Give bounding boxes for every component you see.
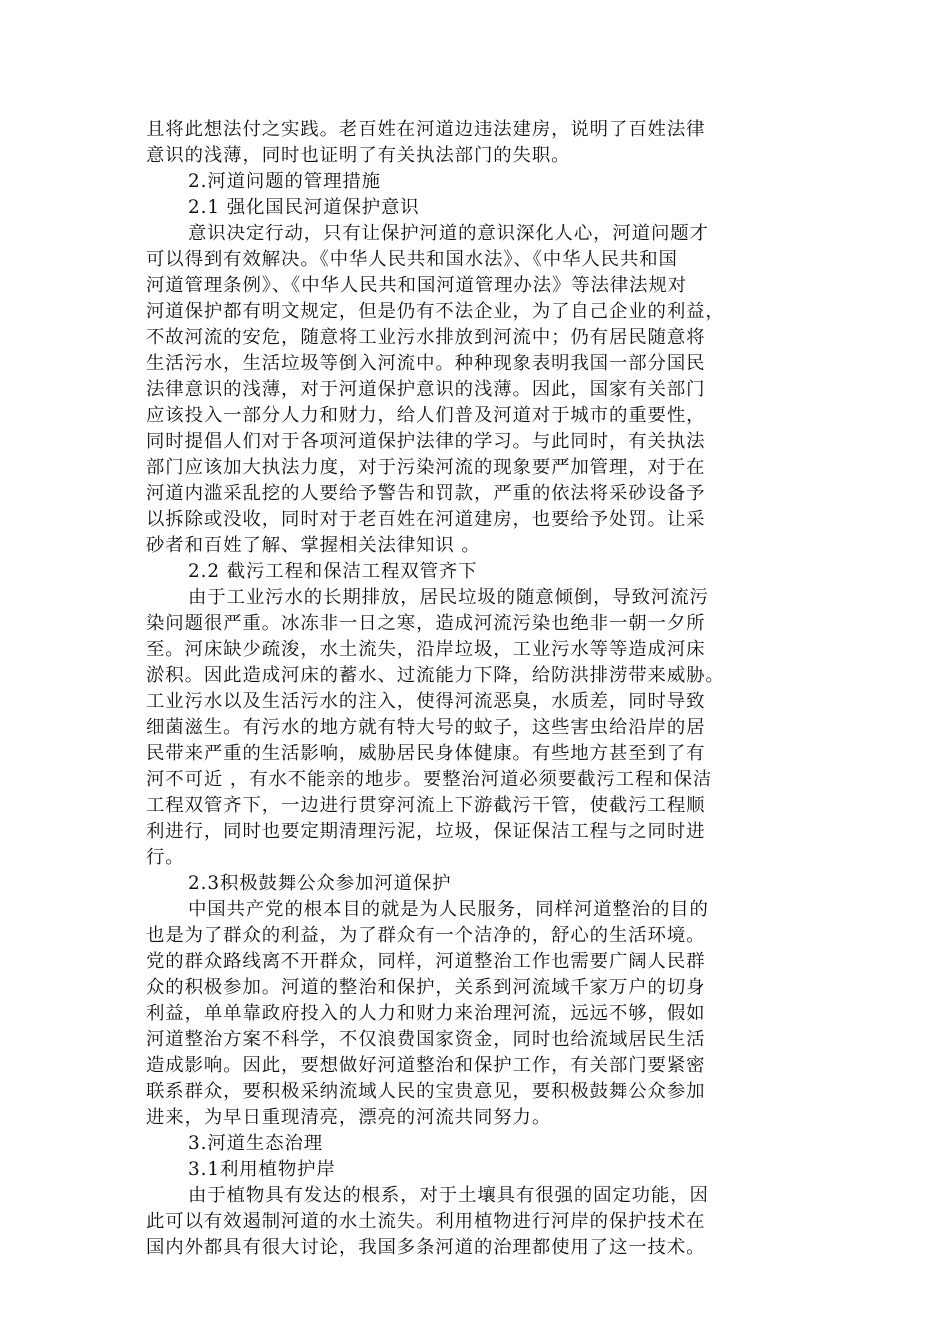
text-line: 细菌滋生。有污水的地方就有特大号的蚊子，这些害虫给沿岸的居 [146, 717, 706, 738]
text-line: 砂者和百姓了解、掌握相关法律知识 。 [146, 535, 481, 556]
text-line: 利进行，同时也要定期清理污泥，垃圾，保证保洁工程与之同时进 [146, 821, 706, 842]
text-line: 也是为了群众的利益，为了群众有一个洁净的，舒心的生活环境。 [146, 925, 706, 946]
text-line: 河道保护都有明文规定，但是仍有不法企业，为了自己企业的利益， [146, 301, 725, 322]
text-line: 生活污水，生活垃圾等倒入河流中。种种现象表明我国一部分国民 [146, 353, 706, 374]
text-line: 行。 [146, 847, 185, 868]
text-line: 2.3积极鼓舞公众参加河道保护 [188, 873, 452, 894]
text-line: 河不可近 ，有水不能亲的地步。要整治河道必须要截污工程和保洁 [146, 769, 713, 790]
text-line: 造成影响。因此，要想做好河道整治和保护工作，有关部门要紧密 [146, 1055, 706, 1076]
text-line: 3.河道生态治理 [188, 1133, 324, 1154]
text-line: 河道整治方案不科学，不仅浪费国家资金，同时也给流域居民生活 [146, 1029, 706, 1050]
text-line: 河道内滥采乱挖的人要给予警告和罚款，严重的依法将采砂设备予 [146, 483, 706, 504]
text-line: 3.1利用植物护岸 [188, 1159, 336, 1180]
text-line: 民带来严重的生活影响，威胁居民身体健康。有些地方甚至到了有 [146, 743, 706, 764]
text-line: 2.2 截污工程和保洁工程双管齐下 [188, 561, 478, 582]
text-line: 可以得到有效解决。《中华人民共和国水法》、《中华人民共和国 [146, 249, 678, 270]
text-line: 意识决定行动，只有让保护河道的意识深化人心，河道问题才 [188, 223, 709, 244]
text-line: 部门应该加大执法力度，对于污染河流的现象要严加管理，对于在 [146, 457, 706, 478]
text-line: 此可以有效遏制河道的水土流失。利用植物进行河岸的保护技术在 [146, 1211, 706, 1232]
text-line: 由于植物具有发达的根系，对于土壤具有很强的固定功能，因 [188, 1185, 709, 1206]
text-line: 众的积极参加。河道的整治和保护，关系到河流域千家万户的切身 [146, 977, 706, 998]
text-line: 至。河床缺少疏浚，水土流失，沿岸垃圾，工业污水等等造成河床 [146, 639, 706, 660]
text-line: 利益，单单靠政府投入的人力和财力来治理河流，远远不够，假如 [146, 1003, 706, 1024]
text-line: 染问题很严重。冰冻非一日之寒，造成河流污染也绝非一朝一夕所 [146, 613, 706, 634]
text-line: 应该投入一部分人力和财力，给人们普及河道对于城市的重要性， [146, 405, 706, 426]
text-line: 淤积。因此造成河床的蓄水、过流能力下降，给防洪排涝带来威胁。 [146, 665, 725, 686]
text-line: 意识的浅薄，同时也证明了有关执法部门的失职。 [146, 145, 571, 166]
text-line: 党的群众路线离不开群众，同样，河道整治工作也需要广阔人民群 [146, 951, 706, 972]
text-line: 工程双管齐下，一边进行贯穿河流上下游截污干管，使截污工程顺 [146, 795, 706, 816]
text-line: 不故河流的安危，随意将工业污水排放到河流中；仍有居民随意将 [146, 327, 706, 348]
text-line: 法律意识的浅薄，对于河道保护意识的浅薄。因此，国家有关部门 [146, 379, 706, 400]
text-line: 国内外都具有很大讨论，我国多条河道的治理都使用了这一技术。 [146, 1237, 706, 1258]
text-line: 联系群众，要积极采纳流域人民的宝贵意见，要积极鼓舞公众参加 [146, 1081, 706, 1102]
text-line: 2.河道问题的管理措施 [188, 171, 381, 192]
text-line: 由于工业污水的长期排放，居民垃圾的随意倾倒，导致河流污 [188, 587, 709, 608]
text-line: 中国共产党的根本目的就是为人民服务，同样河道整治的目的 [188, 899, 709, 920]
text-line: 2.1 强化国民河道保护意识 [188, 197, 420, 218]
text-line: 同时提倡人们对于各项河道保护法律的学习。与此同时，有关执法 [146, 431, 706, 452]
text-line: 工业污水以及生活污水的注入，使得河流恶臭，水质差，同时导致 [146, 691, 706, 712]
text-line: 进来，为早日重现清亮，漂亮的河流共同努力。 [146, 1107, 552, 1128]
text-line: 以拆除或没收，同时对于老百姓在河道建房，也要给予处罚。让采 [146, 509, 706, 530]
text-line: 且将此想法付之实践。老百姓在河道边违法建房，说明了百姓法律 [146, 119, 706, 140]
text-line: 河道管理条例》、《中华人民共和国河道管理办法》等法律法规对 [146, 275, 688, 296]
document-body [146, 117, 802, 1261]
